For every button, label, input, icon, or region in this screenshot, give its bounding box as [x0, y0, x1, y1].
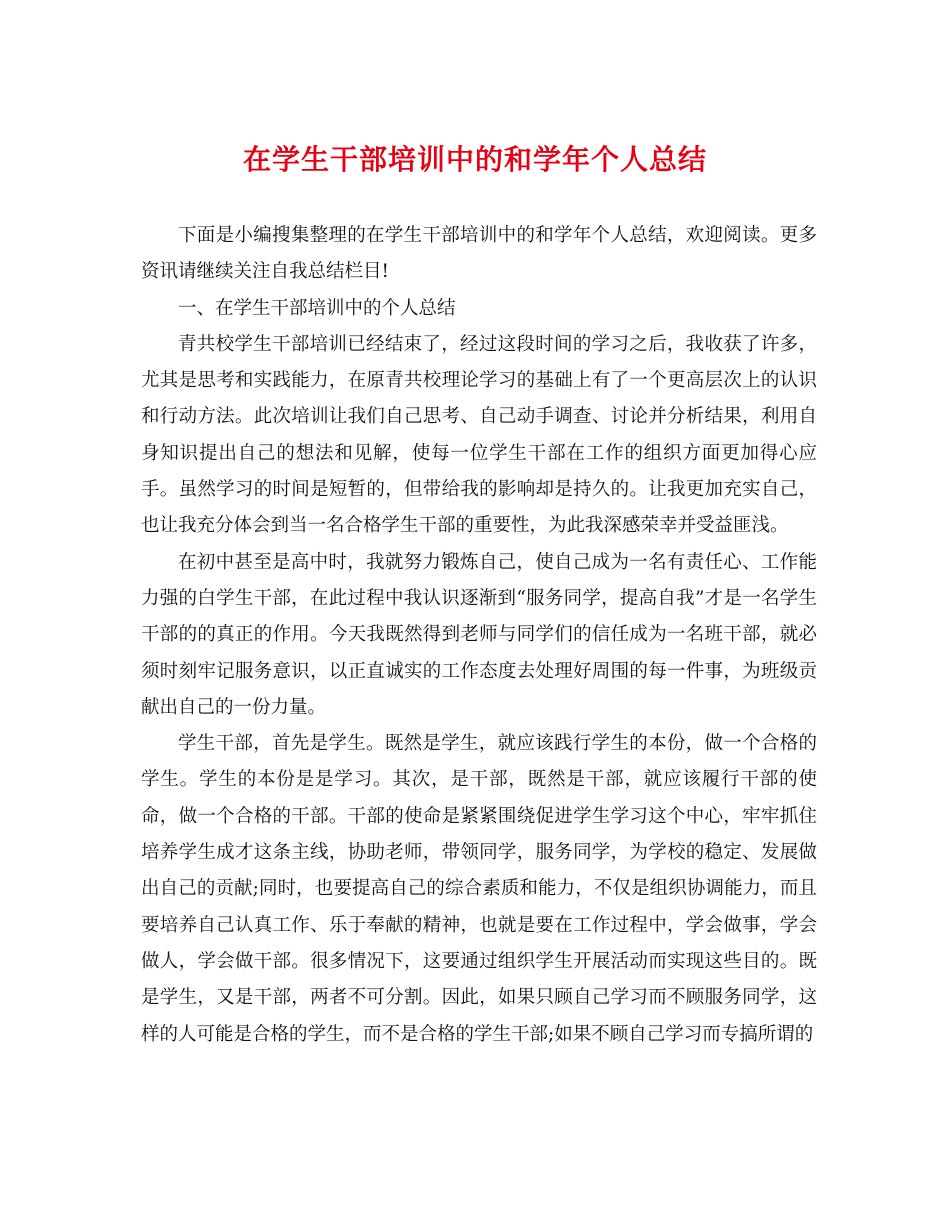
paragraph: 学生干部，首先是学生。既然是学生，就应该践行学生的本份，做一个合格的学生。学生的本份是是学习。其次，是干部，既然是干部，就应该履行干部的使命，做一个合格的干部。干部的使命是紧紧围绕促进学生学习这个中心，牢牢抓住培养学生成才这条主线，协助老师，带领同学，服务同学，为学校的稳定、发展做出自己的贡献;同时，也要提高自己的综合素质和能力，不仅是组织协调能力，而且要培养自己认真工作、乐于奉献的精神，也就是要在工作过程中，学会做事，学会做人，学会做干部。很多情况下，这要通过组织学生开展活动而实现这些目的。既是学生，又是干部，两者不可分割。因此，如果只顾自己学习而不顾服务同学，这样的人可能是合格的学生，而不是合格的学生干部;如果不顾自己学习而专搞所谓的: [141, 733, 817, 1045]
document-title: 在学生干部培训中的和学年个人总结: [242, 143, 707, 176]
document-body: [141, 218, 817, 1053]
paragraph: 在初中甚至是高中时，我就努力锻炼自己，使自己成为一名有责任心、工作能力强的白学生干部，在此过程中我认识逐渐到“服务同学，提高自我”才是一名学生干部的的真正的作用。今天我既然得到老师与同学们的信任成为一名班干部，就必须时刻牢记服务意识，以正直诚实的工作态度去处理好周围的每一件事，为班级贡献出自己的一份力量。: [141, 551, 817, 718]
section-heading: 一、在学生干部培训中的个人总结: [178, 297, 456, 319]
paragraph-intro: 下面是小编搜集整理的在学生干部培训中的和学年个人总结，欢迎阅读。更多资讯请继续关注自我总结栏目!: [141, 225, 817, 283]
paragraph: 青共校学生干部培训已经结束了，经过这段时间的学习之后，我收获了许多，尤其是思考和实践能力，在原青共校理论学习的基础上有了一个更高层次上的认识和行动方法。此次培训让我们自己思考、自己动手调查、讨论并分析结果，利用自身知识提出自己的想法和见解，使每一位学生干部在工作的组织方面更加得心应手。虽然学习的时间是短暂的，但带给我的影响却是持久的。让我更加充实自己，也让我充分体会到当一名合格学生干部的重要性，为此我深感荣幸并受益匪浅。: [141, 333, 817, 537]
